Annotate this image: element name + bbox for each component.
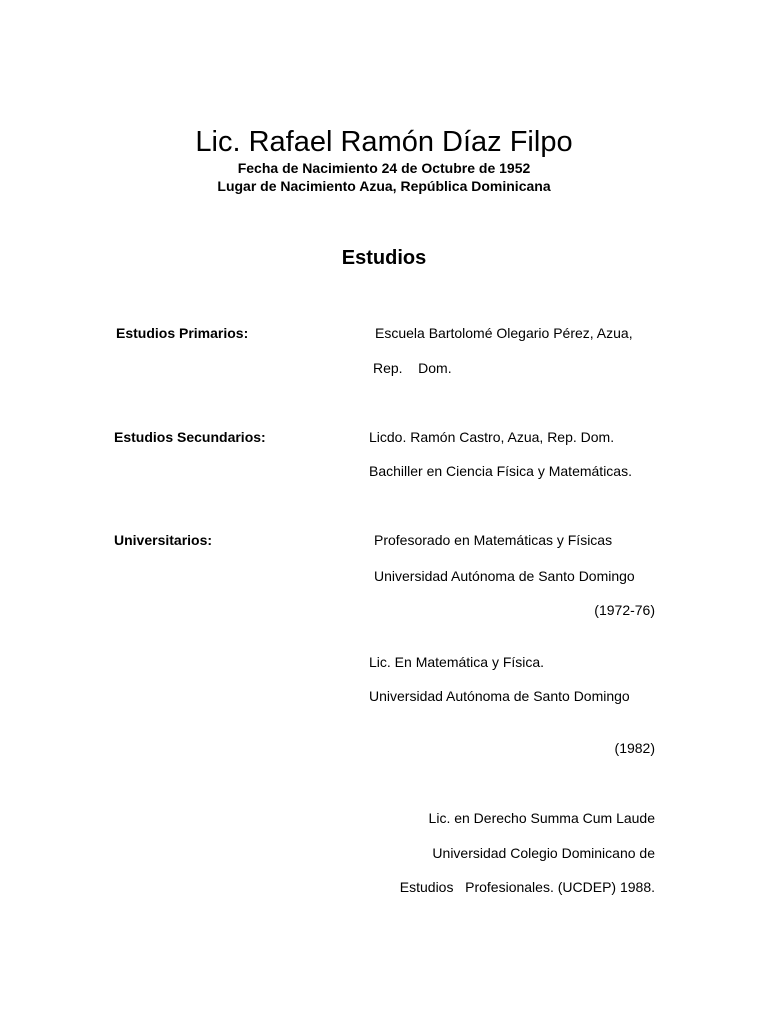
university-studies-label: Universitarios: bbox=[114, 532, 213, 548]
primary-studies-label: Estudios Primarios: bbox=[116, 325, 249, 341]
university-entry-3-institution-cont: Estudios Profesionales. (UCDEP) 1988. bbox=[399, 879, 655, 895]
secondary-studies-line-1: Licdo. Ramón Castro, Azua, Rep. Dom. bbox=[369, 429, 615, 445]
university-entry-2-years: (1982) bbox=[614, 740, 655, 756]
university-entry-1-institution: Universidad Autónoma de Santo Domingo bbox=[374, 568, 635, 584]
university-entry-3-institution: Universidad Colegio Dominicano de bbox=[432, 845, 655, 861]
secondary-studies-label: Estudios Secundarios: bbox=[114, 429, 266, 445]
university-entry-2-degree: Lic. En Matemática y Física. bbox=[369, 654, 545, 670]
section-heading-estudios: Estudios bbox=[341, 247, 427, 269]
university-entry-3-degree: Lic. en Derecho Summa Cum Laude bbox=[428, 810, 655, 826]
university-entry-1-years: (1972-76) bbox=[594, 602, 655, 618]
secondary-studies-line-2: Bachiller en Ciencia Física y Matemáticas. bbox=[369, 463, 632, 479]
primary-studies-line-1: Escuela Bartolomé Olegario Pérez, Azua, bbox=[375, 325, 633, 341]
birth-place: Lugar de Nacimiento Azua, República Dominicana bbox=[217, 178, 551, 194]
university-entry-1-degree: Profesorado en Matemáticas y Físicas bbox=[374, 532, 613, 548]
birth-date: Fecha de Nacimiento 24 de Octubre de 1952 bbox=[237, 160, 531, 176]
document-title: Lic. Rafael Ramón Díaz Filpo bbox=[195, 126, 573, 158]
primary-studies-line-2: Rep. Dom. bbox=[373, 360, 452, 376]
university-entry-2-institution: Universidad Autónoma de Santo Domingo bbox=[369, 688, 630, 704]
